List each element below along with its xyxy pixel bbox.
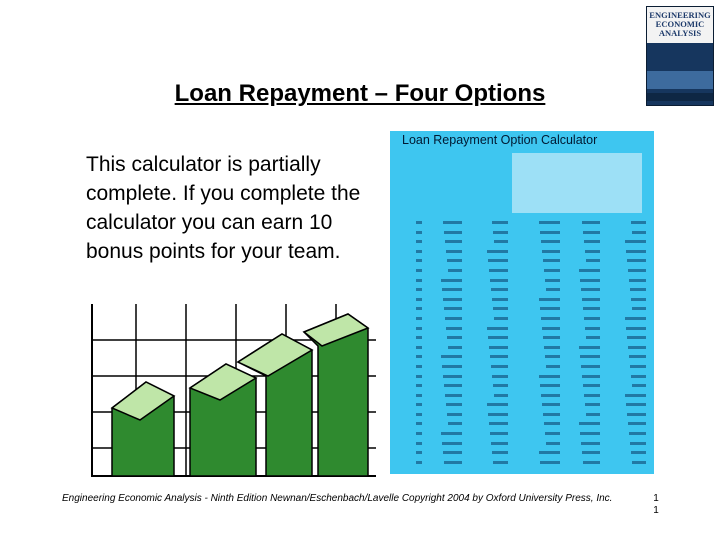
book-cover-title: ENGINEERING ECONOMIC ANALYSIS — [649, 10, 711, 38]
footer-citation: Engineering Economic Analysis - Ninth Edition Newnan/Eschenbach/Lavelle Copyright 2004 by Oxford University Press, Inc. — [62, 493, 613, 504]
calculator-row — [394, 440, 650, 450]
calculator-row — [394, 257, 650, 267]
calculator-row — [394, 286, 650, 296]
calculator-row — [394, 401, 650, 411]
calculator-input-panel — [512, 153, 642, 213]
calculator-row — [394, 267, 650, 277]
calculator-image — [390, 131, 654, 474]
book-cover — [646, 6, 714, 106]
calculator-row — [394, 219, 650, 229]
calculator-row — [394, 363, 650, 373]
calculator-row — [394, 459, 650, 469]
body-text: This calculator is partially complete. If you complete the calculator you can earn 10 bonus points for your team. — [86, 153, 361, 263]
slide-title: Loan Repayment – Four Options — [174, 80, 546, 107]
page-number: 1 1 — [653, 493, 659, 516]
calculator-row — [394, 296, 650, 306]
calculator-row — [394, 392, 650, 402]
calculator-title: Loan Repayment Option Calculator — [402, 133, 598, 147]
money-bar-chart-icon — [86, 300, 380, 480]
calculator-row — [394, 373, 650, 383]
calculator-row — [394, 411, 650, 421]
calculator-row — [394, 420, 650, 430]
calculator-row — [394, 277, 650, 287]
calculator-row — [394, 344, 650, 354]
calculator-row — [394, 334, 650, 344]
calculator-row — [394, 325, 650, 335]
calculator-row — [394, 229, 650, 239]
calculator-row — [394, 305, 650, 315]
calculator-table — [394, 219, 650, 468]
calculator-row — [394, 382, 650, 392]
calculator-row — [394, 430, 650, 440]
calculator-row — [394, 238, 650, 248]
calculator-row — [394, 315, 650, 325]
calculator-row — [394, 353, 650, 363]
calculator-row — [394, 248, 650, 258]
calculator-row — [394, 449, 650, 459]
